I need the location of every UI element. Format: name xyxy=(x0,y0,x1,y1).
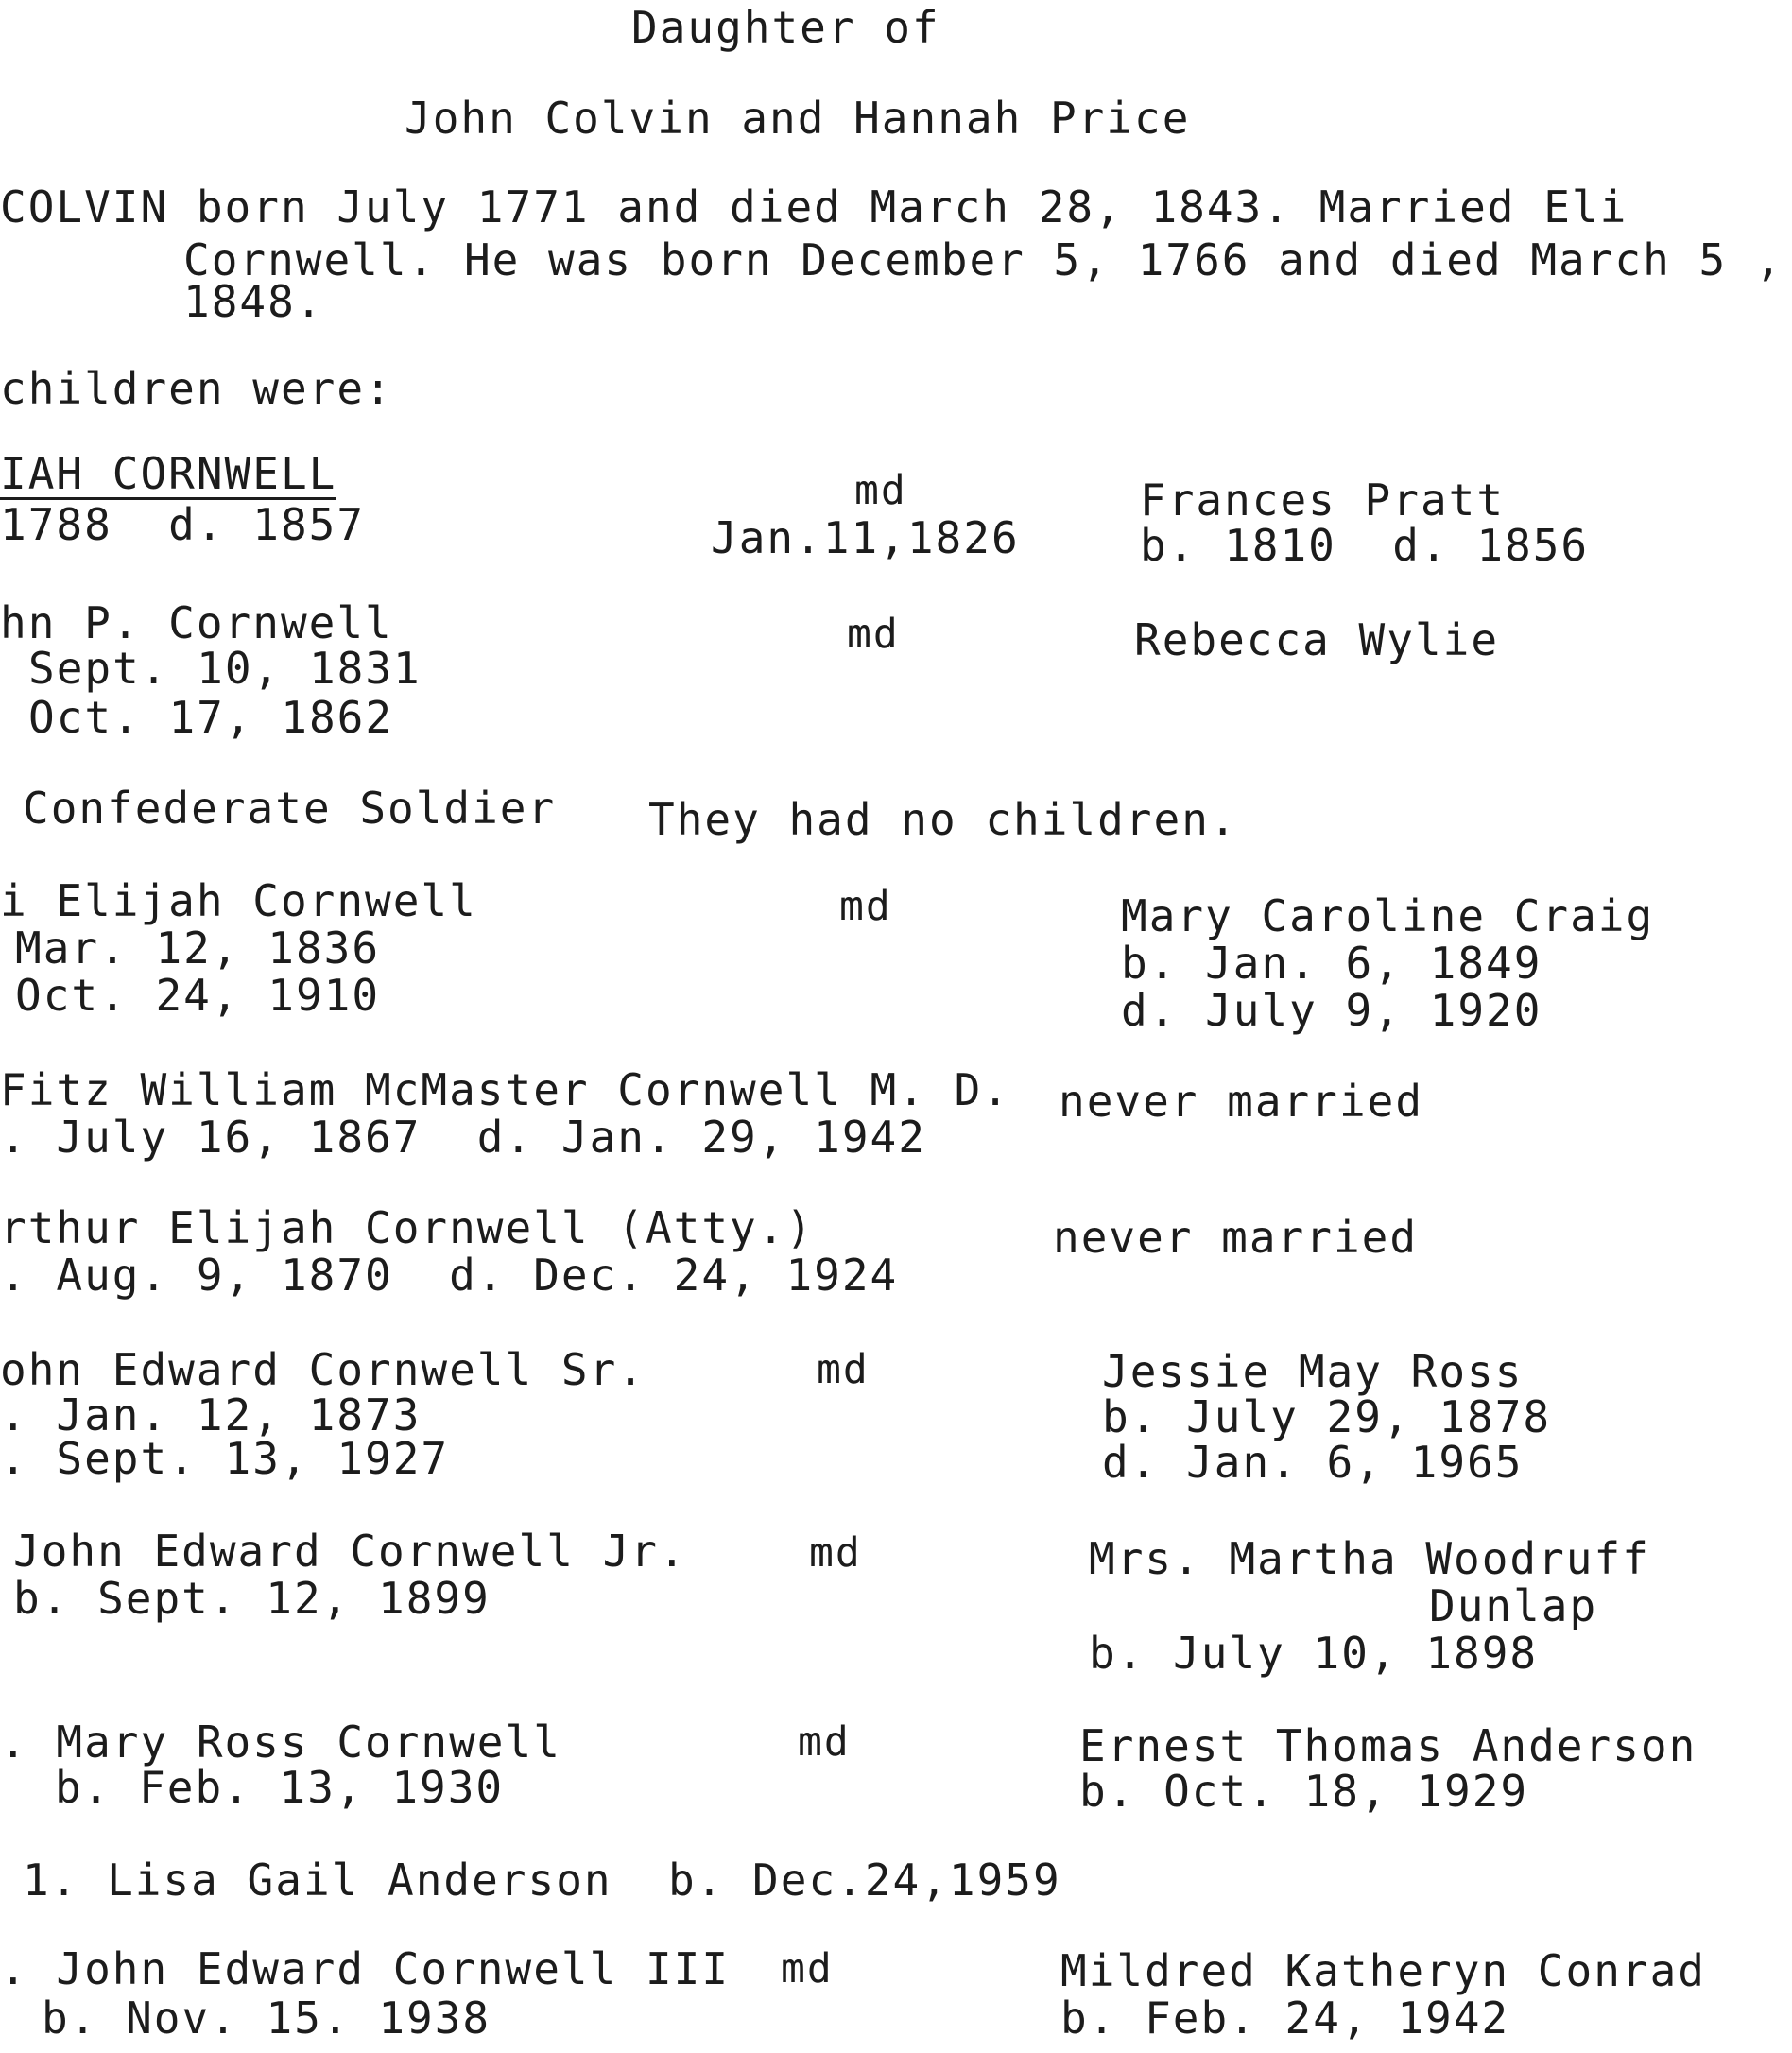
entry-dates: Oct. 24, 1910 xyxy=(15,970,381,1021)
entry-dates: Mar. 12, 1836 xyxy=(15,923,381,974)
married-label: md xyxy=(839,883,892,930)
entry-name: . Mary Ross Cornwell xyxy=(0,1717,561,1768)
entry-dates: . July 16, 1867 d. Jan. 29, 1942 xyxy=(0,1112,926,1163)
entry-dates: 1788 d. 1857 xyxy=(0,499,366,550)
entry-dates: Oct. 17, 1862 xyxy=(28,692,394,743)
entry-name: i Elijah Cornwell xyxy=(0,875,477,926)
spouse-name: Jessie May Ross xyxy=(1102,1346,1524,1397)
spouse-name: Mary Caroline Craig xyxy=(1121,890,1655,941)
intro-line-2: Cornwell. He was born December 5, 1766 and died March 5 , xyxy=(183,234,1783,285)
entry-dates: . Aug. 9, 1870 d. Dec. 24, 1924 xyxy=(0,1250,899,1301)
entry-name: ohn Edward Cornwell Sr. xyxy=(0,1344,646,1395)
grandchild-entry: 1. Lisa Gail Anderson b. Dec.24,1959 xyxy=(23,1855,1061,1906)
spouse-name: Mildred Katheryn Conrad xyxy=(1060,1945,1706,1996)
spouse-birth: b. July 10, 1898 xyxy=(1089,1628,1539,1679)
entry-dates: b. Nov. 15. 1938 xyxy=(42,1993,491,2044)
intro-line-3: 1848. xyxy=(183,276,324,327)
entry-name: John Edward Cornwell Jr. xyxy=(13,1526,687,1577)
spouse-dates: b. 1810 d. 1856 xyxy=(1140,520,1590,571)
spouse-name: Ernest Thomas Anderson xyxy=(1079,1720,1697,1771)
marriage-date: Jan.11,1826 xyxy=(711,512,1020,563)
children-heading: children were: xyxy=(0,363,393,414)
entry-dates: Sept. 10, 1831 xyxy=(28,643,422,694)
heading-daughter-of: Daughter of xyxy=(631,2,940,53)
married-label: md xyxy=(809,1529,862,1577)
spouse-death: d. Jan. 6, 1965 xyxy=(1102,1437,1524,1488)
entry-name: Fitz William McMaster Cornwell M. D. xyxy=(0,1064,1010,1115)
spouse-name: Mrs. Martha Woodruff xyxy=(1089,1533,1650,1584)
spouse-death: d. July 9, 1920 xyxy=(1121,985,1542,1036)
spouse-name: Frances Pratt xyxy=(1140,474,1506,526)
married-label: md xyxy=(817,1346,870,1393)
married-label: md xyxy=(854,467,907,514)
entry-name: . John Edward Cornwell III xyxy=(0,1943,731,1994)
spouse-name-cont: Dunlap xyxy=(1429,1580,1598,1631)
entry-name: hn P. Cornwell xyxy=(0,597,393,648)
note-right: They had no children. xyxy=(648,794,1238,845)
entry-dates: b. Sept. 12, 1899 xyxy=(13,1573,491,1624)
married-label: md xyxy=(798,1718,851,1766)
marital-status: never married xyxy=(1053,1212,1419,1263)
intro-line-1: COLVIN born July 1771 and died March 28, 1843. Married Eli xyxy=(0,181,1628,233)
note-left: Confederate Soldier xyxy=(23,783,557,834)
entry-dates: . Jan. 12, 1873 xyxy=(0,1389,422,1441)
married-label: md xyxy=(781,1945,834,1993)
spouse-name: Rebecca Wylie xyxy=(1134,614,1500,665)
spouse-birth: b. July 29, 1878 xyxy=(1102,1391,1552,1442)
spouse-birth: b. Feb. 24, 1942 xyxy=(1060,1993,1510,2044)
entry-name: IAH CORNWELL xyxy=(0,448,337,499)
entry-dates: b. Feb. 13, 1930 xyxy=(55,1762,505,1813)
spouse-birth: b. Jan. 6, 1849 xyxy=(1121,938,1542,989)
spouse-birth: b. Oct. 18, 1929 xyxy=(1079,1766,1529,1817)
married-label: md xyxy=(847,611,900,658)
heading-parents: John Colvin and Hannah Price xyxy=(405,93,1191,144)
marital-status: never married xyxy=(1059,1076,1424,1127)
entry-dates: . Sept. 13, 1927 xyxy=(0,1433,450,1484)
entry-name: rthur Elijah Cornwell (Atty.) xyxy=(0,1202,815,1253)
